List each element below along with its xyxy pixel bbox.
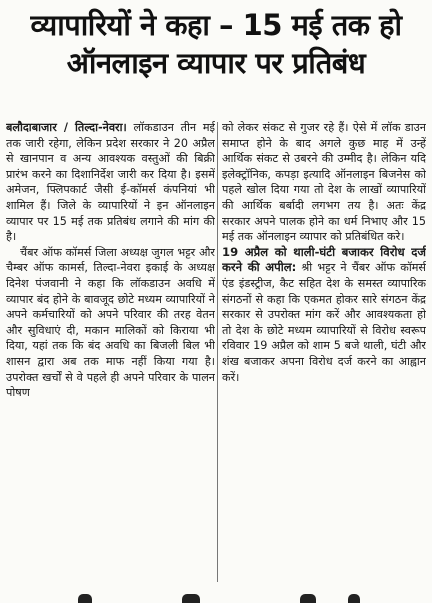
article-right-column: [222, 120, 426, 592]
glyph-fragment: [78, 594, 92, 603]
article-paragraph-3: को लेकर संकट से गुजर रहे हैं। ऐसे में लॉक डाउन समाप्त होने के बाद अगले कुछ माह में उन्हें आर्थिक संकट से उबरने की उम्मीद है। लेकिन यदि इलेक्ट्रॉनिक, कपड़ा इत्यादि ऑनलाइन बिजनेस को पहले खोल दिया गया तो देश के लाखों व्यापारियों की आर्थिक बर्बादी लगभग तय है। अतः केंद्र सरकार अपने पालक होने का धर्म निभाए और 15 मई तक ऑनलाइन व्यापार को प्रतिबंधित करे।: [222, 121, 426, 244]
article-left-column: [6, 120, 215, 592]
article-paragraph-2: चैंबर ऑफ कॉमर्स जिला अध्यक्ष जुगल भट्टर और चैम्बर ऑफ कामर्स, तिल्दा-नेवरा इकाई के अध्यक्ष दिनेश पंजवानी ने कहा कि लॉकडाउन अवधि में व्यापार बंद होने के बावजूद छोटे मध्यम व्यापारियों ने अपने कर्मचारियों को अपने परिवार की तरह वेतन और सुविधाएं दी, मकान मालिकों को किराया भी दिया, यहां तक कि बंद अवधि का बिजली बिल भी शासन द्वारा अब तक माफ नहीं किया गया है। उपरोक्त खर्चों से वे पहले ही अपने परिवार के पालन पोषण: [6, 245, 215, 400]
headline-line-2: ऑनलाइन व्यापार पर प्रतिबंध: [66, 46, 366, 80]
glyph-fragment: [348, 594, 360, 603]
next-headline-fragment: [0, 589, 432, 603]
headline: [6, 6, 426, 82]
subhead: 19 अप्रैल को थाली-घंटी बजाकर विरोध दर्ज करने की अपील:: [222, 244, 426, 275]
dateline: बलौदाबाजार / तिल्दा-नेवरा।: [6, 121, 127, 134]
article-paragraph-1: [6, 120, 215, 245]
subhead-paragraph: [222, 245, 426, 385]
left-paragraph-1-text: लॉकडाउन तीन मई तक जारी रहेगा, लेकिन प्रदेश सरकार ने 20 अप्रैल से खानपान व अन्य आवश्यक वस्तुओं की बिक्री प्रारंभ करने का दिशानिर्देश जारी कर दिया है। इसमें अमेजन, फ्लिपकार्ट जैसी ई-कॉमर्स कंपनियां भी शामिल हैं। जिले के व्यापारियों ने इन ऑनलाइन व्यापार पर 15 मई तक प्रतिबंध लगाने की मांग की है।: [6, 121, 215, 244]
glyph-fragment: [182, 594, 200, 603]
headline-line-1: व्यापारियों ने कहा – 15 मई तक हो: [30, 8, 402, 42]
glyph-fragment: [300, 594, 316, 603]
column-divider: [217, 122, 218, 582]
article-paragraph-4: श्री भट्टर ने चैंबर ऑफ कॉमर्स एंड इंडस्ट्रीज, कैट सहित देश के समस्त व्यापारिक संगठनों से कहा कि एकमत होकर सारे संगठन केंद्र सरकार से उपरोक्त मांग करें और आवश्यकता हो तो देश के छोटे मध्यम व्यापारियों से विरोध स्वरूप रविवार 19 अप्रैल को शाम 5 बजे थाली, घंटी और शंख बजाकर अपना विरोध दर्ज करने का आह्वान करें।: [222, 261, 426, 384]
